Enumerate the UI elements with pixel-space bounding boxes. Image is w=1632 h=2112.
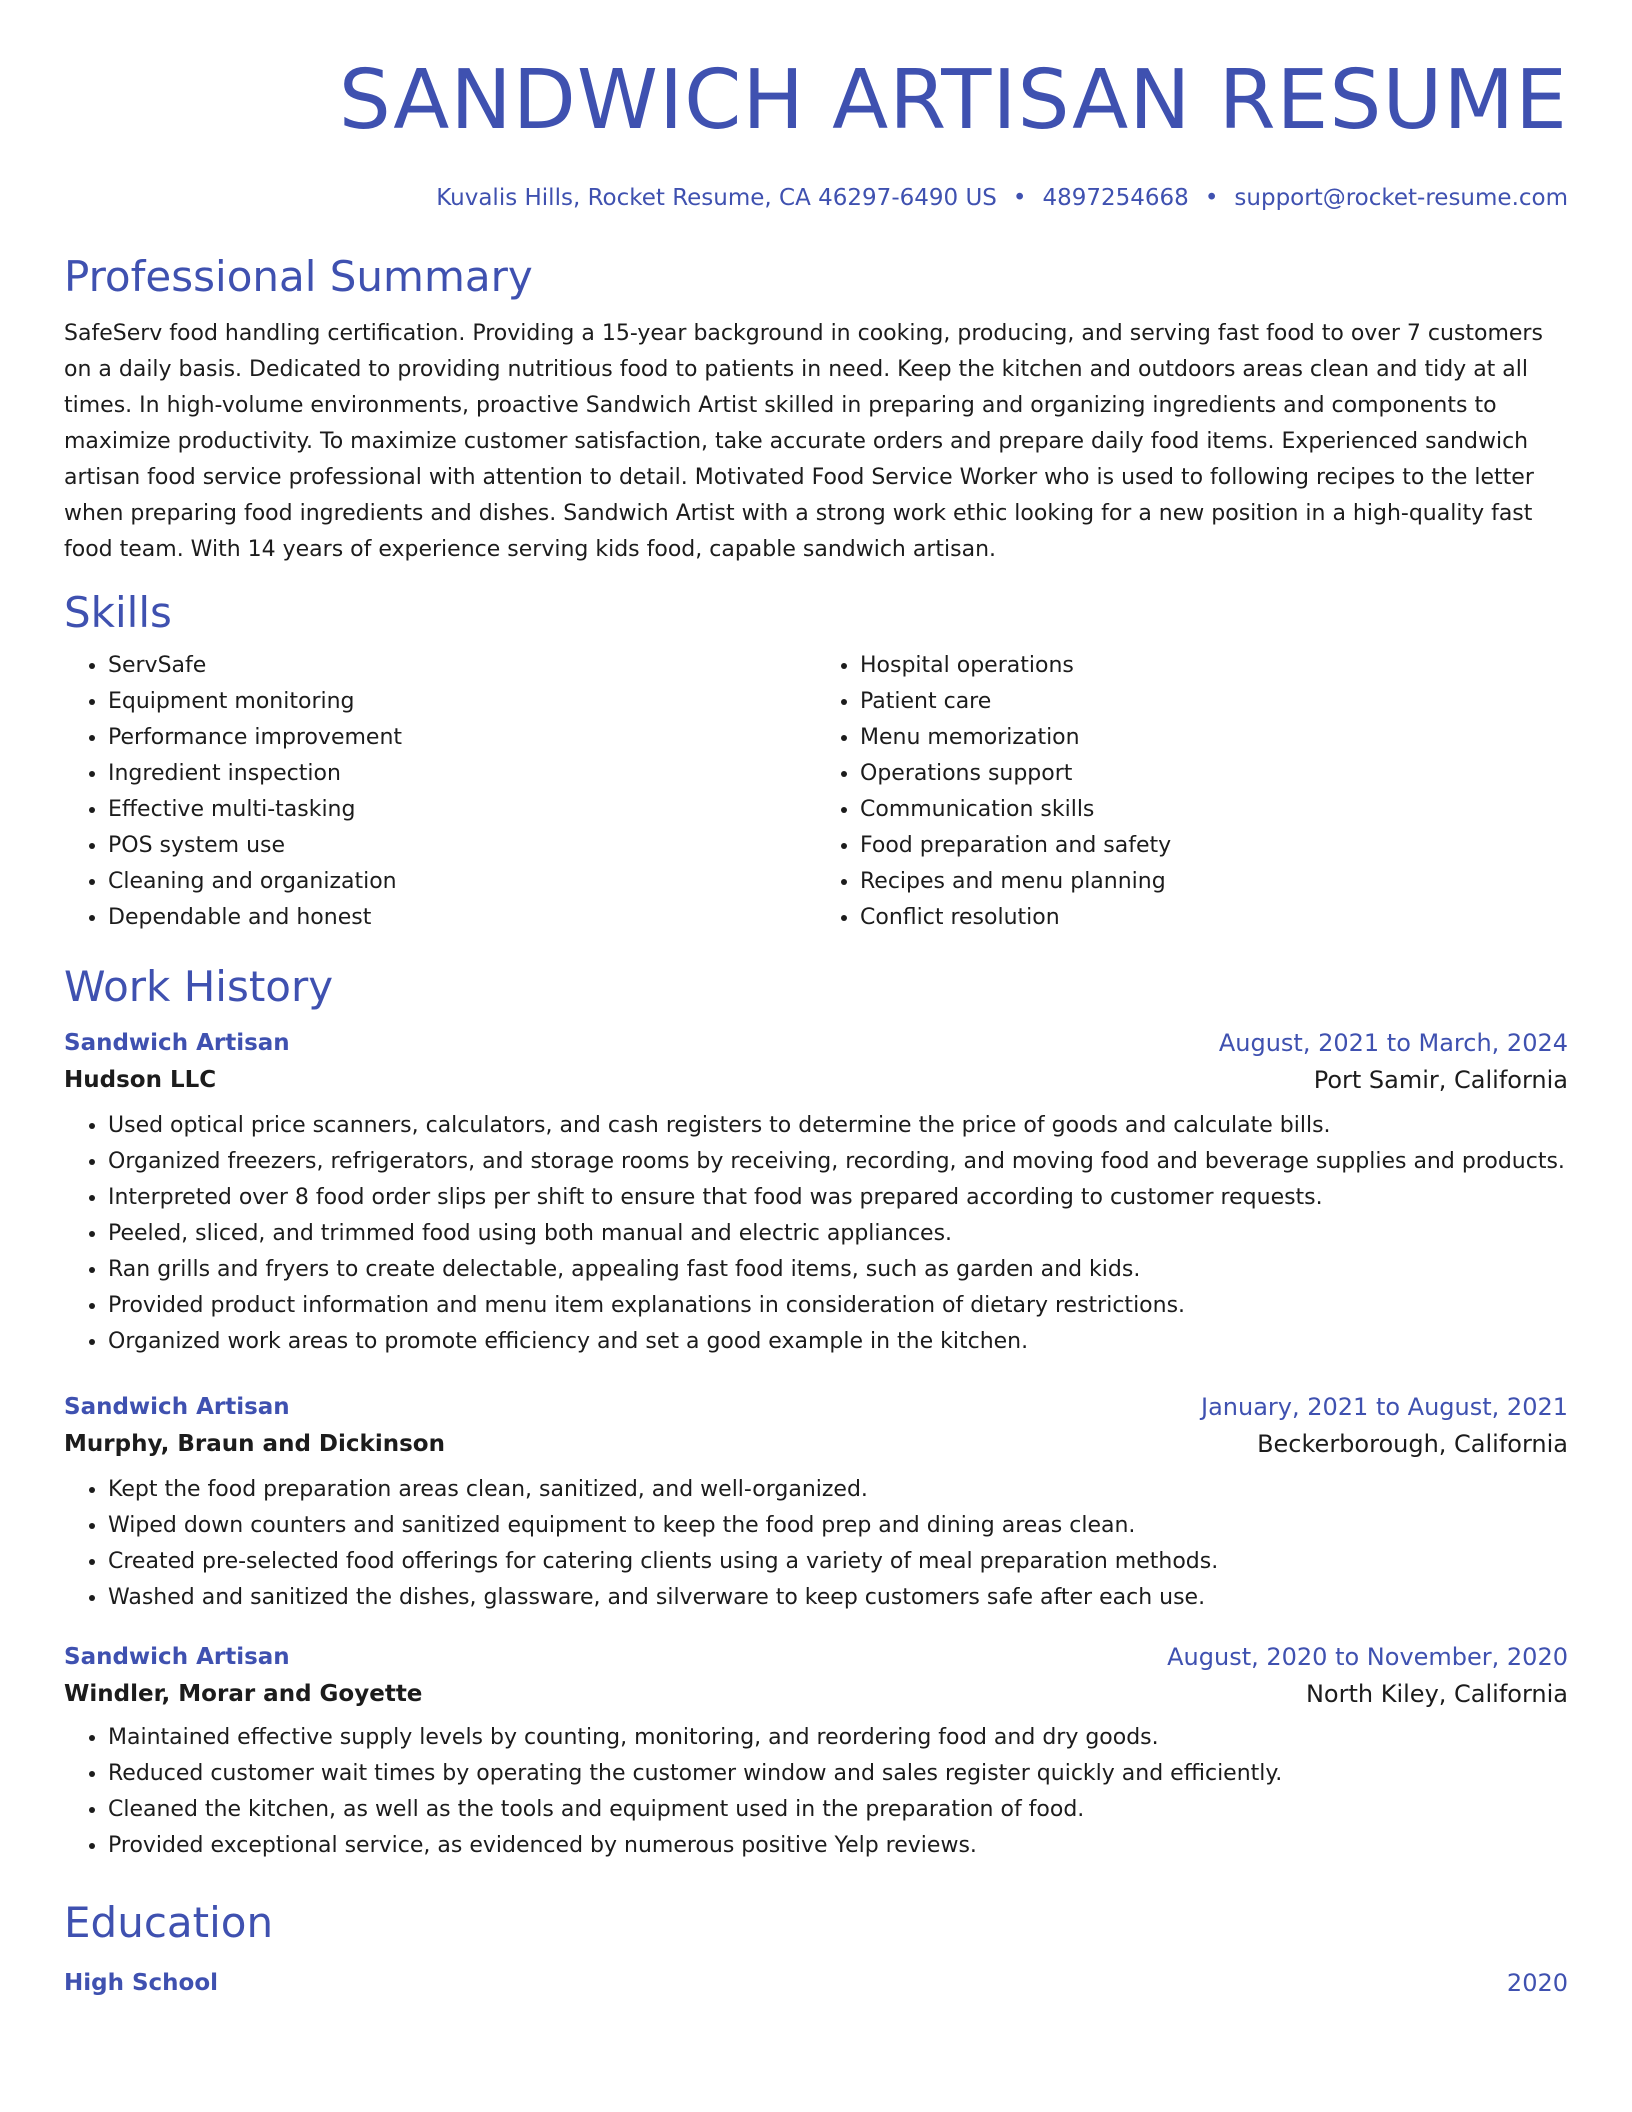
skill-item: • Ingredient inspection	[108, 756, 816, 792]
duty-item: • Cleaned the kitchen, as well as the tools and equipment used in the preparation of food.	[108, 1792, 1568, 1828]
skill-item: • Dependable and honest	[108, 900, 816, 936]
contact-phone: 4897254668	[1042, 185, 1189, 211]
skill-item: • Food preparation and safety	[860, 828, 1568, 864]
job-entry	[64, 1640, 1568, 1864]
duty-item: • Provided product information and menu item explanations in consideration of dietary restrictions.	[108, 1288, 1568, 1324]
duty-item: • Used optical price scanners, calculators, and cash registers to determine the price of goods and calculate bills.	[108, 1108, 1568, 1144]
duty-item: • Provided exceptional service, as evidenced by numerous positive Yelp reviews.	[108, 1828, 1568, 1864]
duty-item: • Interpreted over 8 food order slips per shift to ensure that food was prepared according to customer requests.	[108, 1180, 1568, 1216]
skill-item: • Communication skills	[860, 792, 1568, 828]
summary-text: SafeServ food handling certification. Providing a 15-year background in cooking, producing, and serving fast food to over 7 customers on a daily basis. Dedicated to providing nutritious food to patients in need. Keep the kitchen and outdoors areas clean and tidy at all times. In high-volume environments, proactive Sandwich Artist skilled in preparing and organizing ingredients and components to maximize productivity. To maximize customer satisfaction, take accurate orders and prepare daily food items. Experienced sandwich artisan food service professional with attention to detail. Motivated Food Service Worker who is used to following recipes to the letter when preparing food ingredients and dishes. Sandwich Artist with a strong work ethic looking for a new position in a high-quality fast food team. With 14 years of experience serving kids food, capable sandwich artisan.	[64, 321, 1543, 562]
duty-item: • Peeled, sliced, and trimmed food using both manual and electric appliances.	[108, 1216, 1568, 1252]
skill-item: • Effective multi-tasking	[108, 792, 816, 828]
skill-item: • Performance improvement	[108, 720, 816, 756]
education-year: 2020	[1506, 1969, 1568, 1997]
company-name: Hudson LLC	[64, 1067, 217, 1093]
contact-email: support@rocket-resume.com	[1234, 185, 1568, 211]
skill-item: • ServSafe	[108, 648, 816, 684]
job-title: Sandwich Artisan	[64, 1394, 290, 1420]
skills-heading: Skills	[64, 588, 172, 637]
company-name: Murphy, Braun and Dickinson	[64, 1431, 445, 1457]
job-title: Sandwich Artisan	[64, 1644, 290, 1670]
contact-separator: •	[1204, 185, 1219, 211]
duty-item: • Organized freezers, refrigerators, and storage rooms by receiving, recording, and moving food and beverage supplies and products.	[108, 1144, 1568, 1180]
company-name: Windler, Morar and Goyette	[64, 1681, 423, 1707]
duty-item: • Kept the food preparation areas clean, sanitized, and well-organized.	[108, 1472, 1568, 1508]
education-heading: Education	[64, 1898, 274, 1947]
skill-item: • Patient care	[860, 684, 1568, 720]
skill-item: • Cleaning and organization	[108, 864, 816, 900]
job-location: Beckerborough, California	[1257, 1430, 1568, 1458]
duty-item: • Ran grills and fryers to create delectable, appealing fast food items, such as garden and kids.	[108, 1252, 1568, 1288]
duty-item: • Organized work areas to promote efficiency and set a good example in the kitchen.	[108, 1324, 1568, 1360]
skill-item: • Hospital operations	[860, 648, 1568, 684]
summary-heading: Professional Summary	[64, 252, 533, 301]
job-entry	[64, 1026, 1568, 1360]
job-duties	[64, 1720, 1568, 1864]
duty-item: • Maintained effective supply levels by counting, monitoring, and reordering food and dry goods.	[108, 1720, 1568, 1756]
skills-list	[64, 648, 1568, 936]
job-duties	[64, 1472, 1568, 1616]
skill-item: • POS system use	[108, 828, 816, 864]
skill-item: • Equipment monitoring	[108, 684, 816, 720]
skills-left-column	[64, 648, 816, 936]
skill-item: • Menu memorization	[860, 720, 1568, 756]
skills-right-column	[816, 648, 1568, 936]
job-location: Port Samir, California	[1313, 1066, 1568, 1094]
resume-title: SANDWICH ARTISAN RESUME	[338, 53, 1568, 148]
duty-item: • Washed and sanitized the dishes, glassware, and silverware to keep customers safe after each use.	[108, 1580, 1568, 1616]
contact-separator: •	[1012, 185, 1027, 211]
job-dates: January, 2021 to August, 2021	[1201, 1393, 1568, 1421]
duty-item: • Created pre-selected food offerings for catering clients using a variety of meal preparation methods.	[108, 1544, 1568, 1580]
education-entry	[64, 1966, 1568, 2000]
skill-item: • Conflict resolution	[860, 900, 1568, 936]
contact-address: Kuvalis Hills, Rocket Resume, CA 46297-6490 US	[436, 185, 997, 211]
job-entry	[64, 1390, 1568, 1616]
job-title: Sandwich Artisan	[64, 1030, 290, 1056]
job-duties	[64, 1108, 1568, 1360]
job-location: North Kiley, California	[1305, 1680, 1568, 1708]
skill-item: • Recipes and menu planning	[860, 864, 1568, 900]
contact-line	[64, 183, 1568, 213]
duty-item: • Reduced customer wait times by operating the customer window and sales register quickly and efficiently.	[108, 1756, 1568, 1792]
job-dates: August, 2020 to November, 2020	[1167, 1643, 1568, 1671]
skill-item: • Operations support	[860, 756, 1568, 792]
education-degree: High School	[64, 1970, 219, 1996]
job-dates: August, 2021 to March, 2024	[1218, 1029, 1568, 1057]
duty-item: • Wiped down counters and sanitized equipment to keep the food prep and dining areas clean.	[108, 1508, 1568, 1544]
work-history-heading: Work History	[64, 962, 334, 1011]
